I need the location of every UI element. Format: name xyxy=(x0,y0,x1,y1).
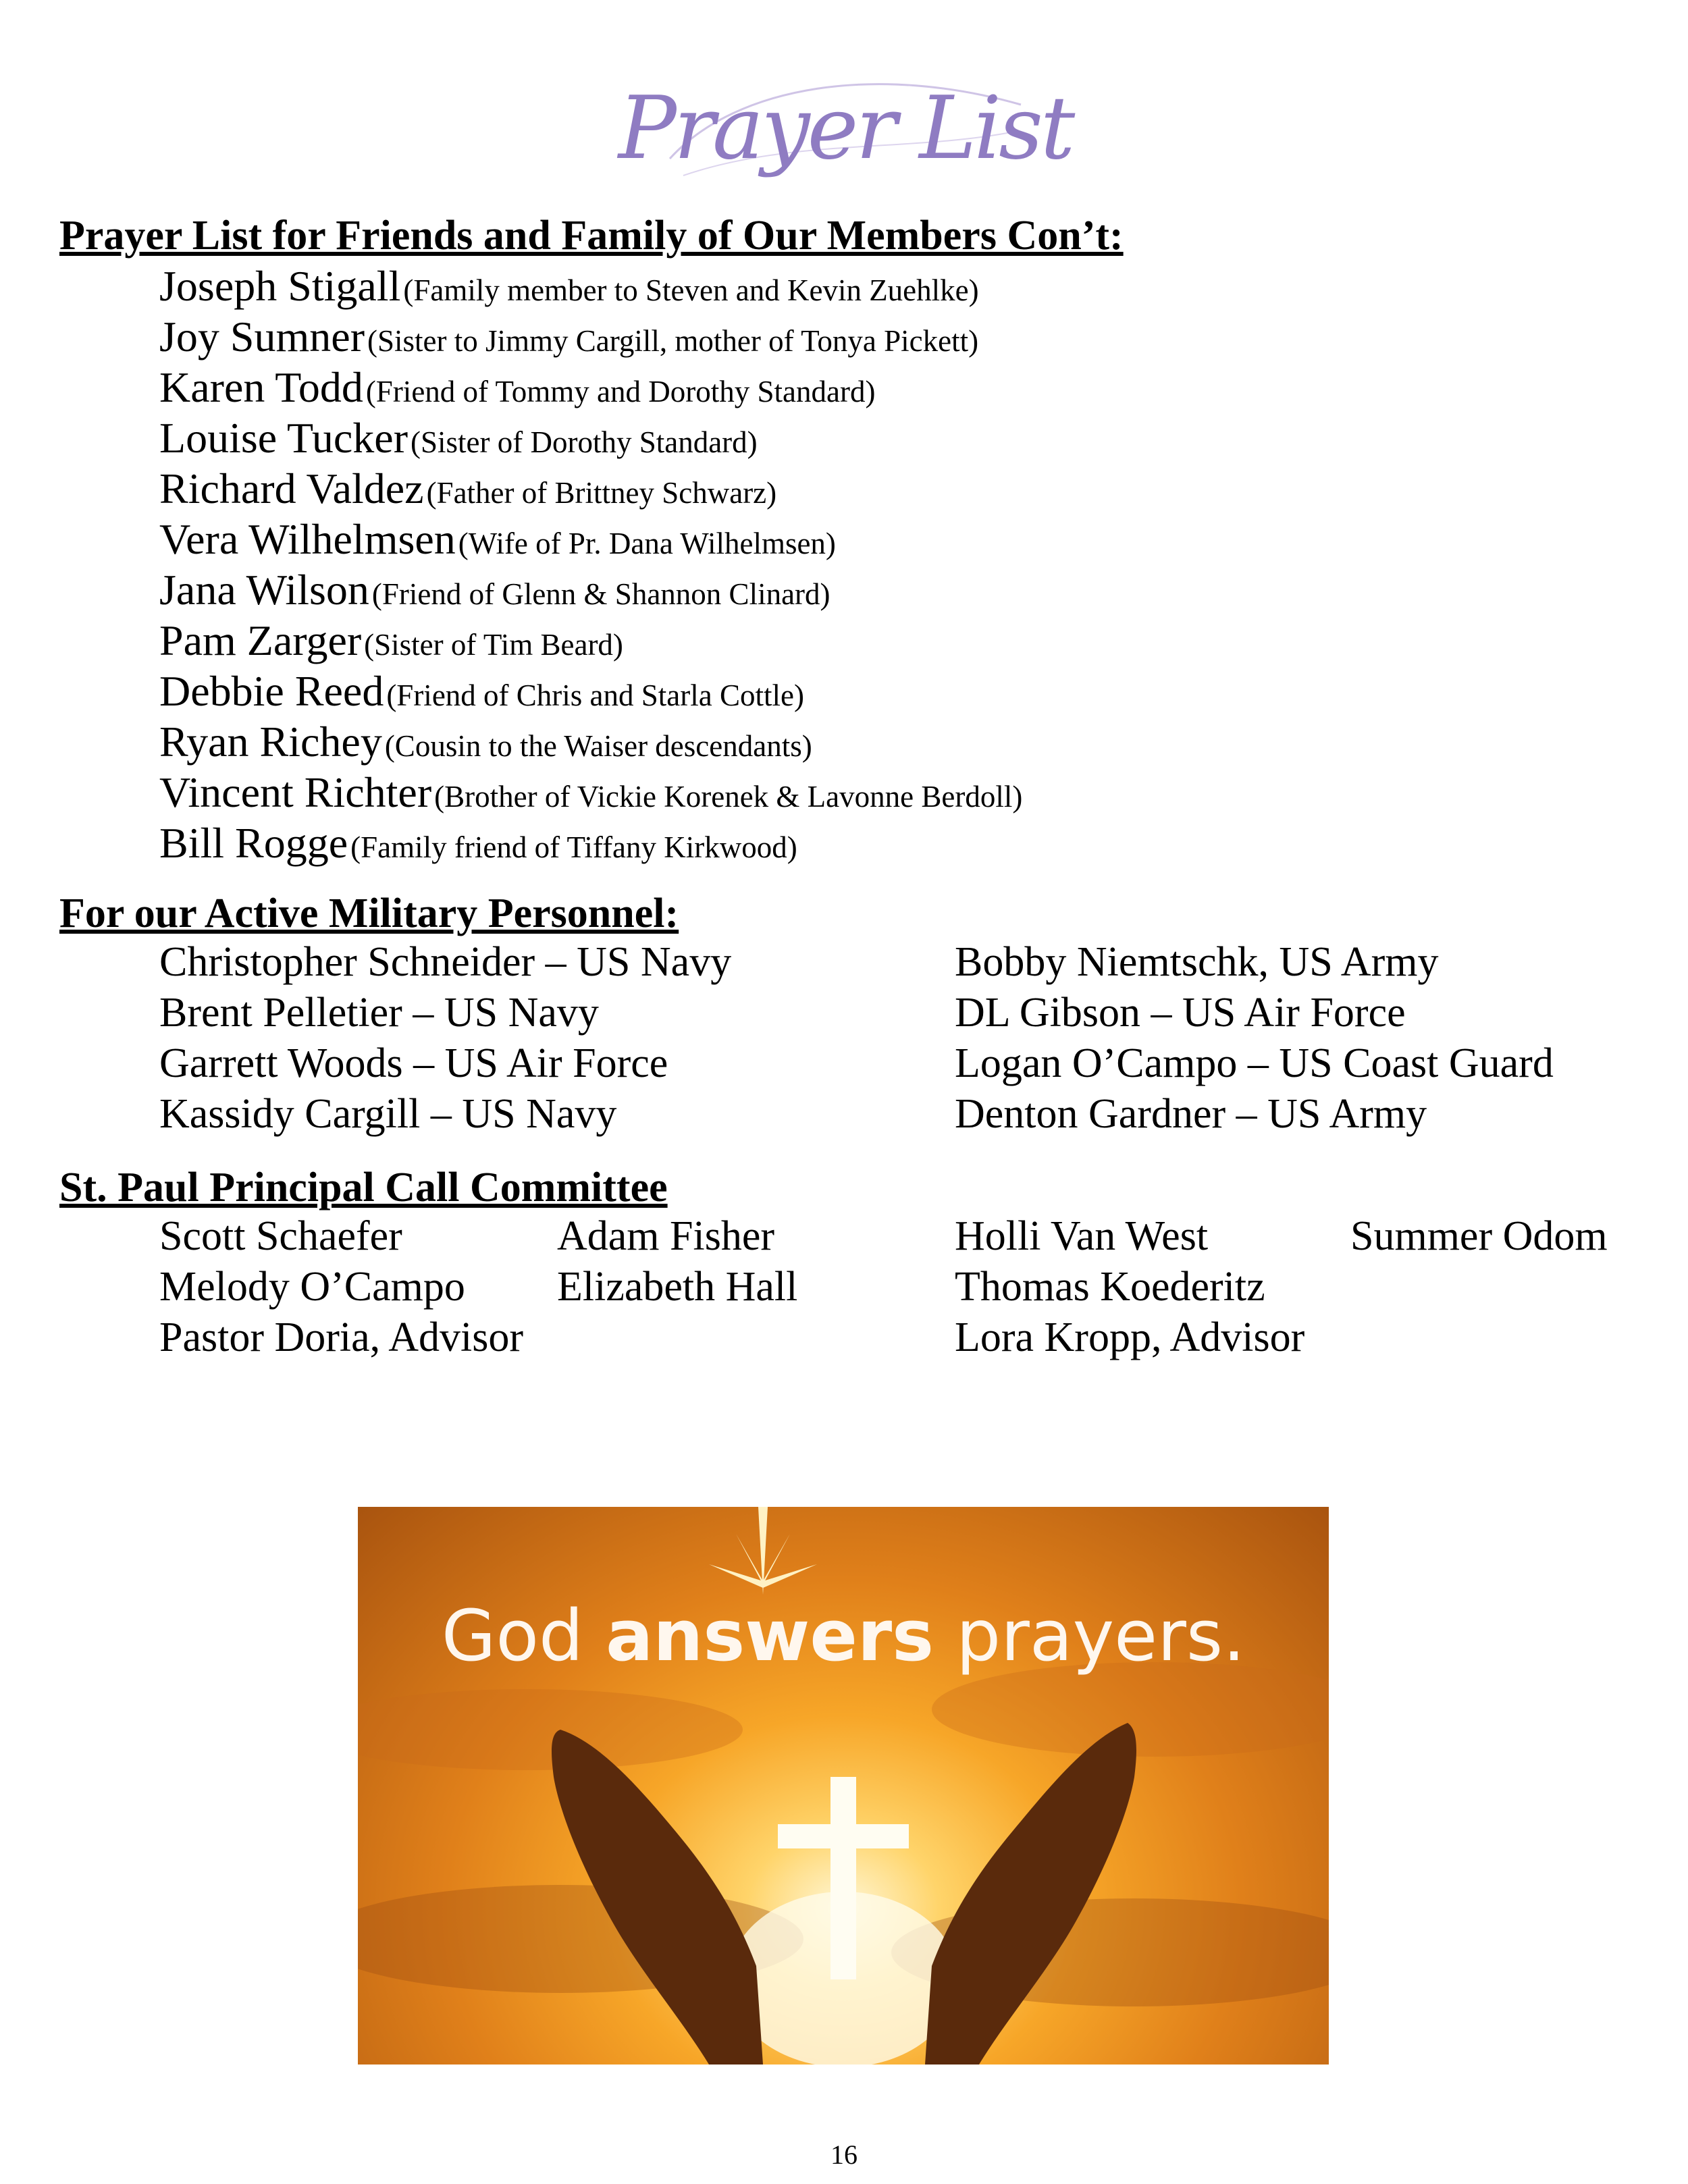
friends-family-heading: Prayer List for Friends and Family of Our Members Con’t: xyxy=(59,213,1124,259)
prayer-entry xyxy=(159,568,830,612)
prayer-entry-note: (Friend of Tommy and Dorothy Standard) xyxy=(365,375,876,408)
military-entry: Brent Pelletier – US Navy xyxy=(159,990,599,1036)
caption-word-prayers: prayers. xyxy=(956,1595,1246,1677)
prayer-entry-name: Debbie Reed xyxy=(159,667,384,715)
prayer-entry-note: (Family member to Steven and Kevin Zuehlke) xyxy=(403,273,979,307)
committee-heading: St. Paul Principal Call Committee xyxy=(59,1165,668,1210)
committee-member: Scott Schaefer xyxy=(159,1213,402,1259)
military-entry: Garrett Woods – US Air Force xyxy=(159,1040,668,1086)
prayer-entry-note: (Family friend of Tiffany Kirkwood) xyxy=(350,830,797,864)
prayer-entry-note: (Father of Brittney Schwarz) xyxy=(426,476,777,510)
prayer-entry-name: Joseph Stigall xyxy=(159,262,401,310)
prayer-entry xyxy=(159,616,623,664)
military-entry: Christopher Schneider – US Navy xyxy=(159,939,732,985)
military-entry: Bobby Niemtschk, US Army xyxy=(955,939,1439,985)
prayer-entry-name: Karen Todd xyxy=(159,363,363,411)
military-entry: Kassidy Cargill – US Navy xyxy=(159,1091,617,1137)
military-heading: For our Active Military Personnel: xyxy=(59,890,679,936)
prayer-entry-note: (Brother of Vickie Korenek & Lavonne Berdoll) xyxy=(434,780,1023,814)
committee-member: Pastor Doria, Advisor xyxy=(159,1314,524,1360)
prayer-entry-name: Joy Sumner xyxy=(159,313,365,361)
god-answers-prayers-image xyxy=(358,1507,1329,2065)
prayer-entry xyxy=(159,363,876,411)
sunrise-hands-cross-illustration xyxy=(358,1507,1329,2065)
prayer-entry-note: (Friend of Glenn & Shannon Clinard) xyxy=(371,577,830,611)
image-caption xyxy=(358,1595,1329,1677)
committee-member: Thomas Koederitz xyxy=(955,1264,1265,1310)
prayer-entry-note: (Sister to Jimmy Cargill, mother of Tonya Pickett) xyxy=(367,324,979,358)
page-number: 16 xyxy=(830,2139,858,2170)
prayer-entry xyxy=(159,414,758,462)
logo-text: Prayer List xyxy=(618,78,1073,179)
prayer-entry xyxy=(159,515,836,563)
committee-member: Adam Fisher xyxy=(557,1213,775,1259)
committee-member: Summer Odom xyxy=(1350,1213,1608,1259)
prayer-entry xyxy=(159,768,1023,816)
military-entry: DL Gibson – US Air Force xyxy=(955,990,1406,1036)
prayer-list-logo xyxy=(618,57,1073,199)
prayer-entry-note: (Sister of Tim Beard) xyxy=(364,628,623,662)
prayer-entry-note: (Cousin to the Waiser descendants) xyxy=(384,729,812,763)
prayer-entry-name: Louise Tucker xyxy=(159,414,408,462)
committee-member: Holli Van West xyxy=(955,1213,1209,1259)
prayer-entry-name: Ryan Richey xyxy=(159,718,382,766)
prayer-entry-name: Richard Valdez xyxy=(159,464,424,512)
caption-word-god: God xyxy=(441,1595,584,1677)
prayer-entry xyxy=(159,819,797,867)
military-entry: Denton Gardner – US Army xyxy=(955,1091,1427,1137)
military-entry: Logan O’Campo – US Coast Guard xyxy=(955,1040,1554,1086)
prayer-entry-name: Pam Zarger xyxy=(159,616,362,664)
committee-member: Melody O’Campo xyxy=(159,1264,465,1310)
prayer-entry-note: (Wife of Pr. Dana Wilhelmsen) xyxy=(458,527,836,560)
prayer-entry-name: Bill Rogge xyxy=(159,819,348,867)
prayer-entry-name: Vincent Richter xyxy=(159,768,432,816)
prayer-entry xyxy=(159,720,812,764)
prayer-entry xyxy=(159,313,979,361)
prayer-entry xyxy=(159,464,777,512)
prayer-entry-note: (Sister of Dorothy Standard) xyxy=(411,425,758,459)
caption-word-answers: answers xyxy=(606,1595,934,1677)
prayer-entry xyxy=(159,262,979,310)
prayer-entry-name: Vera Wilhelmsen xyxy=(159,515,456,563)
committee-member: Elizabeth Hall xyxy=(557,1264,798,1310)
prayer-entry-name: Jana Wilson xyxy=(159,566,369,614)
prayer-entry-note: (Friend of Chris and Starla Cottle) xyxy=(386,678,804,712)
committee-member: Lora Kropp, Advisor xyxy=(955,1314,1305,1360)
prayer-entry xyxy=(159,667,804,715)
